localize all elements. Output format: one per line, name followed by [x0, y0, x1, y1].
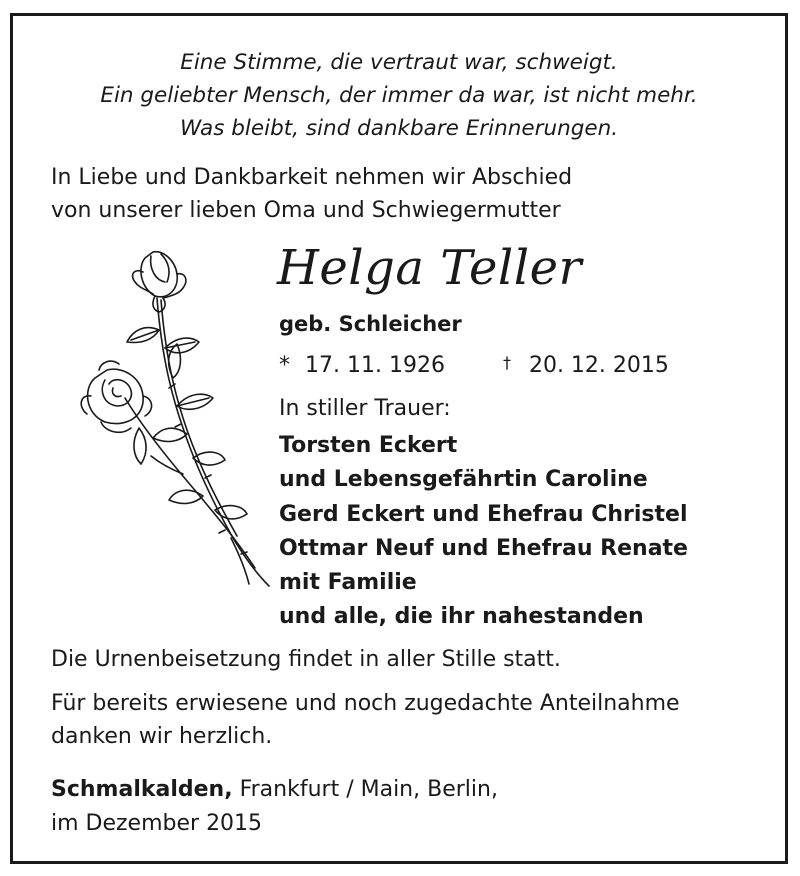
- place-main: Schmalkalden,: [51, 777, 233, 802]
- verse-line: Was bleibt, sind dankbare Erinnerungen.: [179, 116, 619, 141]
- verse-line: Ein geliebter Mensch, der immer da war, ist nicht mehr.: [100, 83, 698, 108]
- mourner-line: und alle, die ihr nahestanden: [279, 604, 644, 630]
- verse: [13, 46, 785, 145]
- thanks-line: Für bereits erwiesene und noch zugedachte Anteilnahme: [51, 691, 680, 716]
- place-others: Frankfurt / Main, Berlin,: [239, 777, 498, 802]
- intro-line: In Liebe und Dankbarkeit nehmen wir Abschied: [51, 165, 573, 190]
- intro-line: von unserer lieben Oma und Schwiegermutter: [51, 198, 561, 223]
- mourner-line: Gerd Eckert und Ehefrau Christel: [279, 501, 688, 527]
- thanks-line: danken wir herzlich.: [51, 724, 273, 749]
- mourner-line: Torsten Eckert: [279, 433, 458, 458]
- birth-name: geb. Schleicher: [279, 312, 462, 336]
- death-cross-icon: †: [502, 353, 511, 372]
- birth-date: 17. 11. 1926: [305, 353, 445, 378]
- birth-symbol-icon: *: [279, 353, 290, 378]
- intro-text: [51, 161, 572, 227]
- life-dates: [279, 347, 669, 382]
- deceased-name: Helga Teller: [277, 240, 582, 296]
- burial-notice: Die Urnenbeisetzung findet in aller Stille statt.: [51, 647, 561, 672]
- verse-line: Eine Stimme, die vertraut war, schweigt.: [180, 50, 618, 75]
- mourners-list: [279, 429, 688, 635]
- mourner-line: Ottmar Neuf und Ehefrau Renate: [279, 535, 688, 561]
- obituary-frame: [10, 13, 788, 864]
- rose-icon: [65, 238, 275, 590]
- mourner-line: und Lebensgefährtin Caroline: [279, 467, 648, 493]
- mourner-line: mit Familie: [279, 570, 417, 596]
- place-line: [51, 773, 498, 807]
- place-and-date: [51, 773, 498, 841]
- thanks-text: [51, 687, 771, 753]
- notice-date: im Dezember 2015: [51, 811, 263, 836]
- death-date: 20. 12. 2015: [528, 353, 669, 378]
- mourning-label: In stiller Trauer:: [279, 396, 451, 421]
